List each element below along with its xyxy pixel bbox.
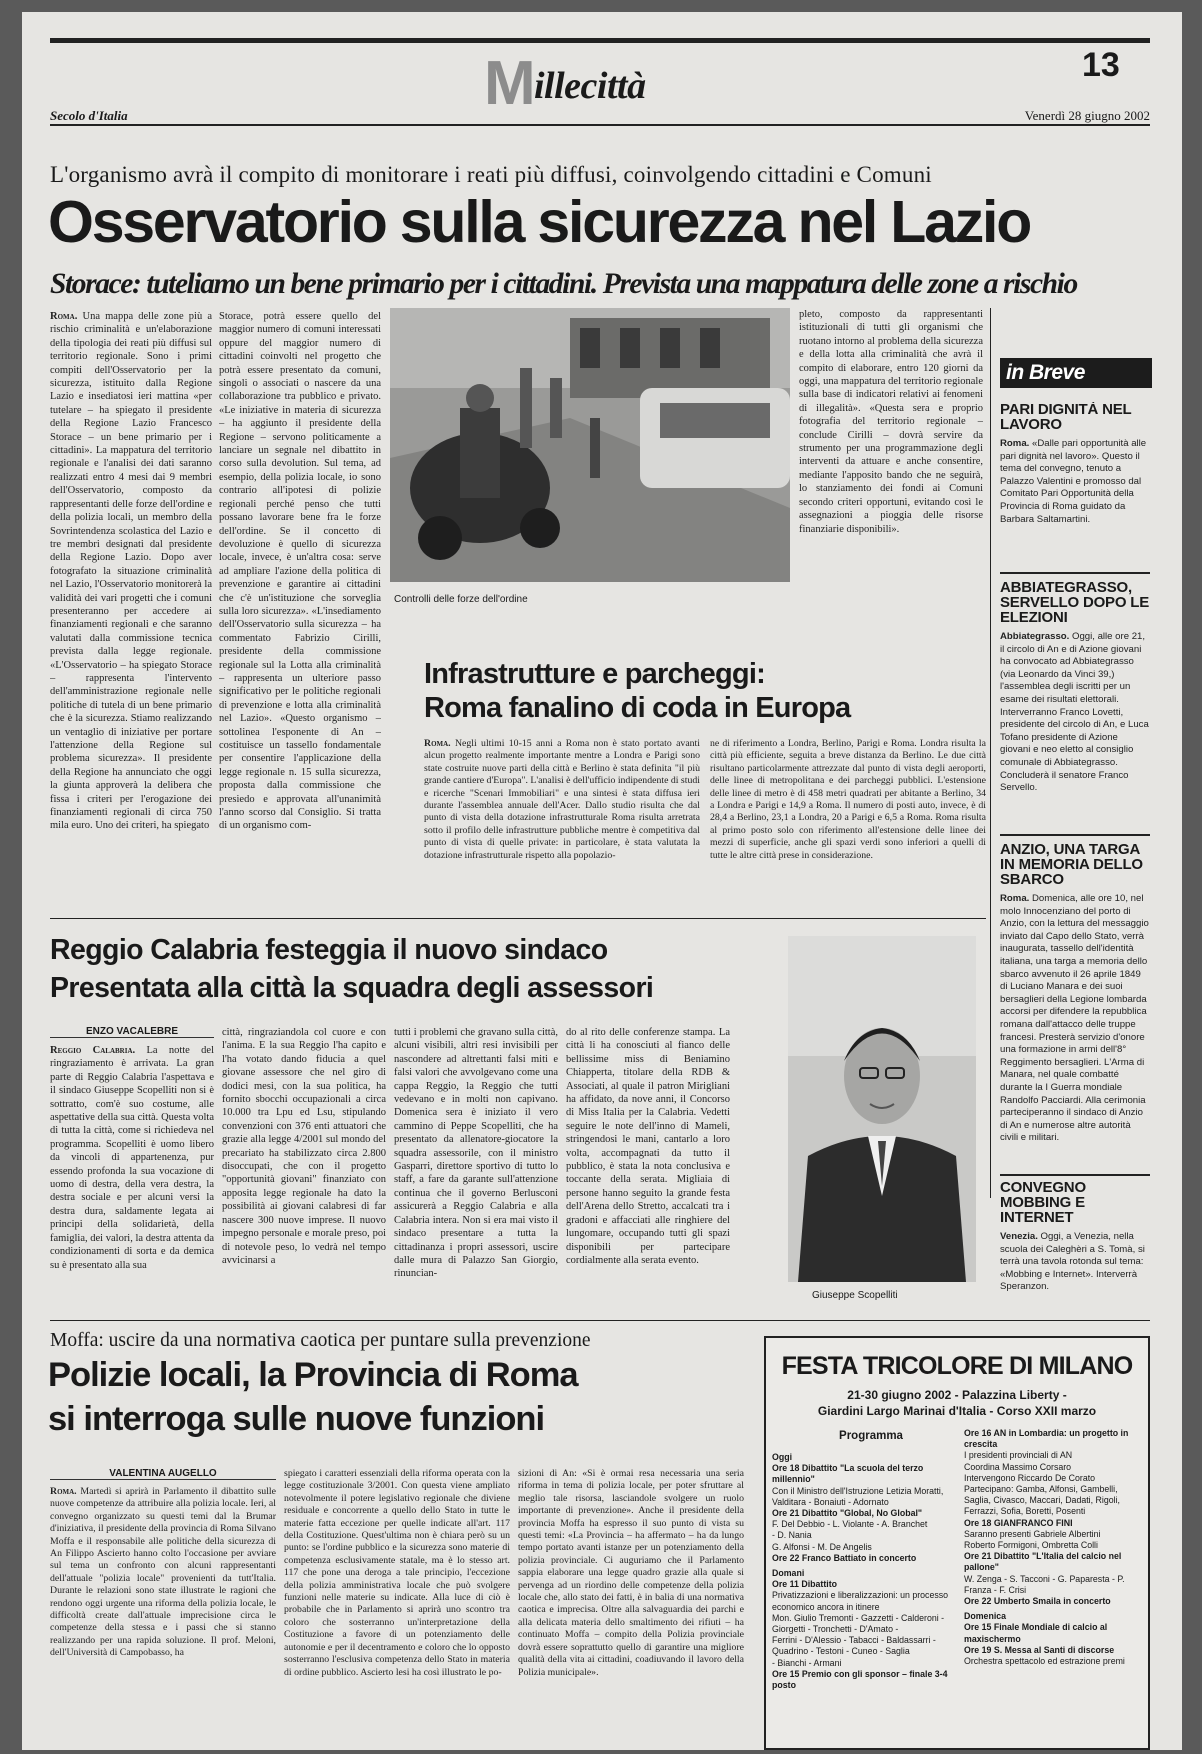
main-col-2-text: Storace, potrà essere quello del maggior numero di comuni interessati oppure del maggior numero di cittadini coinvolti nel progetto che potrà essere presentato da comuni, singoli o associati o nascere da una collaborazione tra pubblico e privato. «Le iniziative in materia di sicurezza – ha aggiunto il presidente della Regione – servono politicamente a lanciare un segnale nel dibattito in corso sulla devolution. Sul tema, ad esempio, della polizia locale, io sono contrario all'ipotesi di polizie regionali perché penso che tutti possano lavorare bene fra le forze dell'ordine. Se il concetto di devoluzione è quello di sicurezza locale, invece, è un'altra cosa: serve ad ampliare l'azione della politica di prevenzione e garantire ai cittadini che c'è un'istituzione che sorveglia sulla loro sicurezza». «L'insediamento dell'Osservatorio sulla sicurezza – ha commentato Fabrizio Cirilli, presidente della commissione regionale sul la Lotta alla criminalità – rappresenta un ulteriore passo significativo per le politiche regionali di prevenzione e lotta alla criminalità nel Lazio». «Questo organismo – sottolinea l'esponente di An – costituisce un tassello fondamentale per consentire l'applicazione della legge regionale n. 15 sulla sicurezza, proposta dalla commissione che presiedo e approvata all'unanimità l'anno scorso dal Consiglio. Si tratta di un organismo com- xyxy=(219,311,381,832)
issue-date: Venerdì 28 giugno 2002 xyxy=(1024,108,1150,123)
program-line: Ore 18 GIANFRANCO FINI xyxy=(964,1517,1073,1528)
main-col-1-text: Una mappa delle zone più a rischio criminalità e un'elaborazione della tipologia dei reati più diffusi sul territorio regionale. Sono i primi compiti dell'Osservatorio per la sicurezza, istituito dalla Regione Lazio e insediatosi ieri mattina «per tutelare – ha spiegato il presidente della Regione Lazio Francesco Storace – un bene primario per i cittadini». La mappatura del territorio regionale e l'analisi dei dati saranno realizzati entro 4 mesi dai 9 membri dell'Osservatorio, composto da rappresentanti delle forze dell'ordine e della polizia locali, un membro della Sovrintendenza scolastica del Lazio e tre membri designati dal presidente della Regione Lazio. Dopo aver fotografato la situazione criminalità nel Lazio, l'Osservatorio monitorerà la validità dei vari progetti che i comuni presenteranno per accedere ai finanziamenti regionali e che saranno valutati dalla commissione tecnica prevista dalla legge regionale. «L'Osservatorio – ha spiegato Storace – rappresenta l'intervento dell'amministrazione regionale nelle politiche di tutela di un bene primario che è la sicurezza. Stiamo realizzando un ventaglio di iniziative per portare l'attenzione della Regione sul problema sicurezza». Il presidente della Regione ha annunciato che oggi la giunta approverà la delibera che fissa i criteri per l'erogazione dei finanziamenti regionali di circa 750 mila euro. Uno dei criteri, ha spiegato xyxy=(50,311,212,832)
infra-col-1 xyxy=(424,738,700,892)
main-kicker: L'organismo avrà il compito di monitorare i reati più diffusi, coinvolgendo cittadini e Comuni xyxy=(50,162,932,187)
program-line: Ore 18 Dibattito "La scuola del terzo millennio" xyxy=(772,1463,924,1485)
festa-program-left xyxy=(772,1448,958,1748)
brief-dateline: Roma. xyxy=(1000,438,1030,449)
reggio-col-3 xyxy=(394,1026,558,1308)
program-line: Con il Ministro dell'Istruzione Letizia Moratti, xyxy=(772,1485,944,1496)
polizie-col-3 xyxy=(518,1468,744,1738)
program-line: Ferrini - D'Alessio - Tabacci - Baldassarri - Quadrino - Testoni - Cuneo - Saglia xyxy=(772,1635,936,1657)
program-line: Roberto Formigoni, Ombretta Colli xyxy=(964,1540,1098,1551)
brief-item xyxy=(1000,1180,1150,1310)
main-headline: Osservatorio sulla sicurezza nel Lazio xyxy=(48,189,1031,255)
program-line: F. Del Debbio - L. Violante - A. Branchet xyxy=(772,1519,928,1530)
brief-text: Oggi, alle ore 21, il circolo di An e di Azione giovani ha convocato ad Abbiategrasso (via Leonardo da Vinci 39,) l'assemblea degli iscritti per un esame dei risultati elettorali. Interverranno Franco Lovetti, presidente del circolo di An, e Luca Tofano presidente di Azione giovani e neo eletto al consiglio comunale di Abbiategrasso. Concluderà il senatore Franco Servello. xyxy=(1000,631,1149,794)
police-photo-art xyxy=(390,308,790,582)
reggio-col-4 xyxy=(566,1026,730,1308)
brief-body xyxy=(1000,631,1150,795)
briefs-divider xyxy=(990,308,991,1198)
scopelliti-photo xyxy=(788,936,976,1282)
festa-program-label: Programma xyxy=(839,1430,903,1442)
masthead-rule xyxy=(50,124,1150,126)
main-dateline: Roma. xyxy=(50,311,78,322)
program-line: Ferrazzi, Sofia, Boretti, Posenti xyxy=(964,1506,1086,1517)
festa-subtitle-line1: 21-30 giugno 2002 - Palazzina Liberty - xyxy=(847,1388,1067,1402)
program-line: Valditara - Bonaiuti - Adornato xyxy=(772,1496,889,1507)
program-line: Intervengono Riccardo De Corato xyxy=(964,1472,1096,1483)
program-line: Ore 21 Dibattito "L'Italia del calcio nel pallone" xyxy=(964,1551,1122,1573)
briefs-header xyxy=(1000,358,1152,388)
program-line: Ore 21 Dibattito "Global, No Global" xyxy=(772,1508,923,1519)
brief-item xyxy=(1000,580,1150,828)
brief-dateline: Abbiategrasso. xyxy=(1000,631,1070,642)
infra-headline-line2: Roma fanalino di coda in Europa xyxy=(424,692,851,724)
scopelliti-photo-art xyxy=(788,936,976,1282)
festa-subtitle-line2: Giardini Largo Marinai d'Italia - Corso XXII marzo xyxy=(817,1404,1097,1418)
program-line: W. Zenga - S. Tacconi - G. Paparesta - P. Franza - F. Crisi xyxy=(964,1573,1125,1595)
program-line: Domenica xyxy=(964,1611,1007,1622)
program-line: Oggi xyxy=(772,1452,793,1462)
polizie-dateline: Roma. xyxy=(50,1486,77,1497)
program-line: Orchestra spettacolo ed estrazione premi xyxy=(964,1656,1125,1667)
infra-col-2-text: ne di riferimento a Londra, Berlino, Parigi e Roma. Londra risulta la città più efficiente, seguita a breve distanza da Berlino. Le due città risultano particolarmente attrezzate dal punto di vista degli aeroporti, delle linee di metropolitana e dei parcheggi pubblici. L'estensione delle linee di metro è di 458 metri quadrati per abitante a Berlino, 34 a Londra e Parigi e 14,9 a Roma. Il numero di posti auto, invece, è di 28,4 a Berlino, 23,1 a Londra, 20 a Parigi e 6,5 a Roma. Roma risulta al primo posto solo con riferimento all'estensione delle linee dei mezzi di superficie, anche gli spazi verdi sono inferiori a quelli di tutte le altre città prese in considerazione. xyxy=(710,738,986,861)
page-number: 13 xyxy=(1082,46,1120,84)
brief-separator xyxy=(1000,572,1150,574)
brief-item xyxy=(1000,842,1150,1172)
main-subtitle: Storace: tuteliamo un bene primario per i cittadini. Prevista una mappatura delle zone a rischio xyxy=(50,268,1077,300)
program-line: Partecipano: Gamba, Alfonsi, Gambelli, Saglia, Civasco, Maccari, Dadati, Rigoli, xyxy=(964,1484,1120,1506)
brief-text: «Dalle pari opportunità alle pari dignità nel lavoro». Questo il tema del convegno, tenuto a Palazzo Valentini e promosso dal Comitato Pari Opportunità della Provincia di Roma guidato da Barbara Saltamartini. xyxy=(1000,438,1147,525)
paper-name: Secolo d'Italia xyxy=(50,108,128,123)
polizie-byline: VALENTINA AUGELLO xyxy=(50,1468,276,1480)
polizie-headline-line1: Polizie locali, la Provincia di Roma xyxy=(48,1356,578,1394)
polizie-headline-line2: si interroga sulle nuove funzioni xyxy=(48,1400,545,1438)
program-line: Ore 16 AN in Lombardia: un progetto in crescita xyxy=(964,1428,1129,1450)
brief-body xyxy=(1000,1231,1150,1294)
polizie-col-1-text: Martedì si aprirà in Parlamento il dibattito sulle nuove competenze da attribuire alla polizia locale. Ieri, al convegno organizzato su questi temi dal la Brumar d'iniziativa, il presidente della provincia di Roma Silvano Moffa e il responsabile alle politiche della sicurezza di An Filippo Ascierto hanno colto l'occasione per avviare sul tema un confronto con alcuni rappresentanti dell'attuale "polizia locale" provenienti da tutt'Italia. Durante le relazioni sono state illustrate le ragioni che rendono oggi urgente una riforma della polizia locale, le difficoltà create dall'attuale imprecisione circa le competenze della stessa e i passi che si stanno realizzando per una rapida soluzione. Il prof. Meloni, dell'Università di Campobasso, ha xyxy=(50,1486,276,1659)
section-logo-text: illecittà xyxy=(534,65,646,107)
reggio-headline-line1: Reggio Calabria festeggia il nuovo sindaco xyxy=(50,934,608,966)
reggio-col-2-text: città, ringraziandola col cuore e con l'anima. E la sua Reggio l'ha capito e l'ha votato dando fiducia a quel giovane assessore che nel giro di dodici mesi, con la sua politica, ha fornito sbocchi occupazionali a circa 10.000 tra Lpu ed Lsu, stipulando convenzioni con 376 enti attuatori che grazie alla legge 4/2001 sul mondo del precariato ha stabilizzato circa 2.800 disoccupati, che con il progetto "opportunità giovani" finanziato con apposita legge regionale ha dato la possibilità ai giovani calabresi di far nascere 300 nuove imprese. Il nuovo impegno personale e morale preso, poi di notevole peso, lo vedrà nel tempo avvicinarsi a xyxy=(222,1027,386,1266)
brief-item xyxy=(1000,402,1150,562)
brief-text: Oggi, a Venezia, nella scuola dei Caleghèri a S. Tomà, si terrà una tavola rotonda sul tema: «Mobbing e Internet». Interverrà Speranzon. xyxy=(1000,1231,1145,1293)
reggio-col-2 xyxy=(222,1026,386,1308)
program-line: Ore 22 Franco Battiato in concerto xyxy=(772,1552,917,1563)
top-rule xyxy=(50,38,1150,43)
reggio-headline-line2: Presentata alla città la squadra degli assessori xyxy=(50,972,654,1004)
brief-title: ANZIO, UNA TARGA IN MEMORIA DELLO SBARCO xyxy=(1000,842,1143,888)
program-line: Ore 11 Dibattito xyxy=(772,1579,838,1590)
polizie-kicker: Moffa: uscire da una normativa caotica per puntare sulla prevenzione xyxy=(50,1330,591,1351)
scopelliti-photo-caption: Giuseppe Scopelliti xyxy=(812,1290,898,1301)
police-photo-caption: Controlli delle forze dell'ordine xyxy=(394,594,528,605)
program-line: Domani xyxy=(772,1568,805,1579)
main-col-3 xyxy=(799,308,983,586)
brief-body xyxy=(1000,893,1150,1145)
brief-body xyxy=(1000,438,1150,526)
police-photo xyxy=(390,308,790,582)
program-line: Ore 19 S. Messa al Santi di discorse xyxy=(964,1644,1115,1655)
program-line: - Bianchi - Armani xyxy=(772,1657,842,1668)
brief-title: CONVEGNO MOBBING E INTERNET xyxy=(1000,1180,1086,1226)
reggio-col-1 xyxy=(50,1044,214,1308)
section-rule xyxy=(50,1320,1150,1321)
section-rule xyxy=(50,918,986,919)
program-line: Privatizzazioni e liberalizzazioni: un processo economico ancora in itinere xyxy=(772,1590,949,1612)
main-col-1 xyxy=(50,310,212,850)
festa-box xyxy=(764,1336,1150,1750)
program-line: Mon. Giulio Tremonti - Gazzetti - Calderoni - Giorgetti - Tronchetti - D'Amato - xyxy=(772,1612,945,1635)
program-line: Saranno presenti Gabriele Albertini xyxy=(964,1528,1101,1539)
brief-separator xyxy=(1000,834,1150,836)
brief-dateline: Roma. xyxy=(1000,893,1030,904)
infra-headline-line1: Infrastrutture e parcheggi: xyxy=(424,658,765,690)
reggio-col-4-text: do al rito delle conferenze stampa. La città li ha conosciuti al fianco delle bellissime miss di Beniamino Chiapperta, titolare della RDB & Associati, al quale il patron Mirigliani ha affidato, da nove anni, il Concorso di Miss Italia per la Calabria. Vedetti seguire le note dell'inno di Mameli, stringendosi le mani, cantarlo a loro volta, accompagnati da tutto il pubblico, è stata la nota conclusiva e toccante della serata. Migliaia di persone hanno seguito la grande festa dell'Arena dello Stretto, accalcati tra i gradoni e affacciati alle ringhiere del lungomare, occupando tutti gli spazi disponibili per partecipare cordialmente alla serata evento. xyxy=(566,1027,730,1266)
brief-dateline: Venezia. xyxy=(1000,1231,1038,1242)
polizie-col-2-text: spiegato i caratteri essenziali della riforma operata con la legge costituzionale 3/2001. Con questa viene ampliato notevolmente il potere legislativo regionale che diviene residuale e concorrente a quello dello Stato in tutte le materie fatta eccezione per quelle indicate all'art. 117 della Costituzione. Quest'ultima non è chiara però su un punto: se l'ordine pubblico e la sicurezza sono materie di competenza esclusivamente statale, ma è lo stesso art. 117 che pone una deroga a tale principio, l'eccezione della polizia amministrativa locale che può svolgere funzioni nelle materie su indicate. Alla luce di ciò è probabile che in Parlamento si aprirà uno scontro tra coloro che sosterranno un'interpretazione della Costituzione a favore di un potenziamento delle autonomie e per il decentramento e coloro che lo opposto sosterranno l'esclusiva competenza dello Stato in materia di ordine pubblico. Ascierto lesi ha così illustrato le po- xyxy=(284,1468,510,1678)
program-line: G. Alfonsi - M. De Angelis xyxy=(772,1541,872,1552)
newspaper-page xyxy=(22,12,1182,1750)
polizie-col-3-text: sizioni di An: «Si è ormai resa necessaria una seria riforma in tema di polizia locale, per poter sfruttare al meglio tale risorsa, lasciandole svolgere un ruolo importante di prevenzione». Anche il presidente della provincia Moffa ha espresso il suo punto di vista su questi temi: «La Provincia – ha affermato – ha da lungo tempo portato avanti istanze per un potenziamento della polizia provinciale. Ci auguriamo che il Parlamento sappia elaborare una legge quadro grazie alla quale si pervenga ad un riordino delle competenze della polizia locale che, allo stato dei fatti, è in balia di una normativa caotica e imprecisa. Oltre alla salvaguardia dei parchi e alla delicata materia dello smaltimento dei rifiuti – ha continuato Moffa – compito della Polizia provinciale dovrà essere soprattutto quello di garantire una migliore qualità della vita ai cittadini, coadiuvando il lavoro della Polizia municipale». xyxy=(518,1468,744,1678)
reggio-byline: ENZO VACALEBRE xyxy=(50,1026,214,1038)
section-title xyxy=(484,50,804,120)
brief-title: PARI DIGNITÀ NEL LAVORO xyxy=(1000,402,1132,433)
polizie-col-2 xyxy=(284,1468,510,1738)
polizie-col-1 xyxy=(50,1486,276,1738)
reggio-dateline: Reggio Calabria. xyxy=(50,1045,136,1056)
program-line: Coordina Massimo Corsaro xyxy=(964,1461,1072,1472)
festa-title: FESTA TRICOLORE DI MILANO xyxy=(781,1352,1133,1380)
program-line: Ore 22 Umberto Smaila in concerto xyxy=(964,1596,1111,1607)
main-col-2 xyxy=(219,310,381,850)
infra-col-2 xyxy=(710,738,986,892)
program-line: Ore 15 Finale Mondiale di calcio al maxischermo xyxy=(964,1622,1108,1644)
main-col-3-text: pleto, composto da rappresentanti istituzionali di tutti gli organismi che ruotano intorno al problema della sicurezza e della lotta alla criminalità che avrà il compito di elaborare, entro 120 giorni da oggi, una mappatura del territorio regionale sulla base di indicatori relativi ai fenomeni di illegalità». «Questa sera e proprio fotografia del territorio regionale – conclude Cirilli – dovrà servire da strumento per una programmazione degli interventi da attuare e anche consentire, mediante l'apposito bando che ne seguirà, lo stanziamento dei fondi ai Comuni secondo criteri opportuni, evitando così le assegnazioni a pioggia delle risorse finanziarie disponibili». xyxy=(799,309,983,535)
reggio-col-3-text: tutti i problemi che gravano sulla città, alcuni visibili, altri resi invisibili per nascondere ad altrettanti falsi miti e falsi valori che avvolgevano come una cappa Reggio, la Reggio che tutti vedevano e in molti non capivano. Domenica sera è iniziato il vero cammino di Peppe Scopelliti, che ha presentato da allenatore-giocatore la squadra assessorile, con il ministro Gasparri, direttore sportivo di tutto lo staff, a fare da garante sull'attenzione continua che il governo Berlusconi assicurerà a Reggio Calabria e alla Calabria intera. Non si era mai visto il sindaco presentare a tutta la cittadinanza i propri assessori, uscire dalle mura di Palazzo San Giorgio, rinuncian- xyxy=(394,1027,558,1280)
program-line: Ore 15 Premio con gli sponsor – finale 3-4 posto xyxy=(772,1668,948,1691)
infra-col-1-text: Negli ultimi 10-15 anni a Roma non è stato portato avanti alcun progetto realmente importante mentre a Londra e Parigi sono state costruite nuove parti della città e Berlino è stata definita "il più grande cantiere d'Europa". L'analisi è dell'ufficio indipendente di studi e ricerche "Scenari Immobiliari" e una sintesi è stata diffusa ieri durante l'assemblea annuale dell'Acer. Dallo studio risulta che dal punto di vista della dotazione infrastrutturale Roma risulta arretrata sotto il profilo delle infrastrutture pubbliche mentre è competitiva dal punto di vista di quelle private: in particolare, è stata valutata la dotazione infrastrutturale rispetto alla popolazio- xyxy=(424,738,700,861)
briefs-header-text: in Breve xyxy=(1006,361,1085,384)
reggio-col-1-text: La notte del ringraziamento è arrivata. La gran parte di Reggio Calabria l'aspettava e il sindaco Giuseppe Scopelliti non si è sottratto, com'è suo costume, alle aspettative della sua città. Questa volta di tutta la città, come si richiedeva nel programma. Scopelliti è uomo libero da vincoli di appartenenza, pur essendo profonda la sua vocazione di uomo di destra, della vera destra, la destra sociale e per alcuni versi la destra dura, saldamente legata ai principi della solidarietà, della famiglia, dei valori, la destra attenta da condizionamenti di sorta e da demica su è presentato alla sua xyxy=(50,1045,214,1271)
brief-text: Domenica, alle ore 10, nel molo Innocenziano del porto di Anzio, con la lettura del messaggio inviato dal Capo dello Stato, verrà inaugurata, tassello dell'identità italiana, una targa a memoria dello sbarco avvenuto il 26 aprile 1849 di Luciano Manara e dei suoi bersaglieri della Legione lombarda accorsi per difendere la repubblica romana dall'attacco delle truppe francesi. Presterà servizio d'onore una formazione in armi dell'8° Reggimento bersaglieri. L'Arma di Manara, nel quale combatté durante la I Guerra mondiale Randolfo Pacciardi. Alla cerimonia parteciperanno il sindaco di Anzio di An e numerose altre autorità civili e militari. xyxy=(1000,893,1149,1144)
brief-separator xyxy=(1000,1174,1150,1176)
festa-program-right xyxy=(964,1428,1146,1748)
program-line: I presidenti provinciali di AN xyxy=(964,1450,1073,1461)
infra-dateline: Roma. xyxy=(424,738,451,749)
brief-title: ABBIATEGRASSO, SERVELLO DOPO LE ELEZIONI xyxy=(1000,580,1150,626)
program-line: - D. Nania xyxy=(772,1530,812,1541)
section-logo-m: M xyxy=(484,49,534,118)
